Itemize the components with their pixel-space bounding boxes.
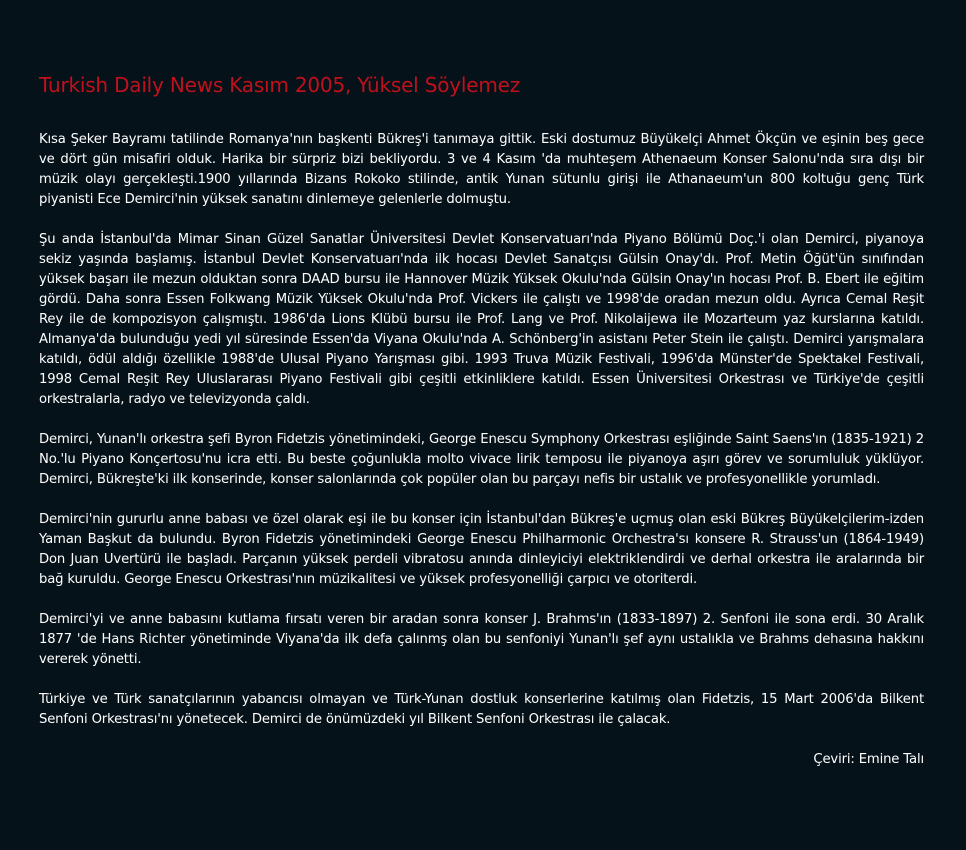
article-paragraph-4: Demirci'nin gururlu anne babası ve özel olarak eşi ile bu konser için İstanbul'dan Bükreş'e uçmuş olan eski Bükreş Büyükelçilerim-izden Yaman Başkut da bulundu. Byron Fidetzis yönetimindeki George Enescu Philharmonic Orchestra'sı konsere R. Strauss'un (1864-1949) Don Juan Uvertürü ile başladı. Parçanın yüksek perdeli vibratosu anında dinleyiciyi elektriklendirdi ve derhal orkestra ile aralarında bir bağ kuruldu. George Enescu Orkestrası'nın müzikalitesi ve yüksek profesyonelliği çarpıcı ve otoriterdi. [39,512,924,587]
article [39,72,924,770]
article-title: Turkish Daily News Kasım 2005, Yüksel Söylemez [39,73,521,97]
article-paragraph-5: Demirci'yi ve anne babasını kutlama fırsatı veren bir aradan sonra konser J. Brahms'ın (1833-1897) 2. Senfoni ile sona erdi. 30 Aralık 1877 'de Hans Richter yönetiminde Viyana'da ilk defa çalınmş olan bu senfoniyi Yunan'lı şef aynı ustalıkla ve Brahms dehasına hakkını vererek yönetti. [39,612,924,667]
article-paragraph-2: Şu anda İstanbul'da Mimar Sinan Güzel Sanatlar Üniversitesi Devlet Konservatuarı'nda Piyano Bölümü Doç.'i olan Demirci, piyanoya sekiz yaşında başlamış. İstanbul Devlet Konservatuarı'nda ilk hocası Devlet Sanatçısı Gülsin Onay'dı. Prof. Metin Öğüt'ün sınıfından yüksek başarı ile mezun olduktan sonra DAAD bursu ile Hannover Müzik Yüksek Okulu'nda Gülsin Onay'ın hocası Prof. B. Ebert ile eğitim gördü. Daha sonra Essen Folkwang Müzik Yüksek Okulu'nda Prof. Vickers ile çalıştı ve 1998'de oradan mezun oldu. Ayrıca Cemal Reşit Rey ile de kompozisyon çalışmıştı. 1986'da Lions Klübü bursu ile Prof. Lang ve Prof. Nikolaijewa ile Mozarteum yaz kurslarına katıldı. Almanya'da bulunduğu yedi yıl süresinde Essen'da Viyana Okulu'nda A. Schönberg'in asistanı Peter Stein ile çalıştı. Demirci yarışmalara katıldı, ödül aldığı özellikle 1988'de Ulusal Piyano Yarışması gibi. 1993 Truva Müzik Festivali, 1996'da Münster'de Spektakel Festivali, 1998 Cemal Reşit Rey Uluslararası Piyano Festivali gibi çeşitli etkinliklere katıldı. Essen Üniversitesi Orkestrası ve Türkiye'de çeşitli orkestralarla, radyo ve televizyonda çaldı. [39,232,924,407]
translator-credit: Çeviri: Emine Talı [813,752,924,767]
article-paragraph-3: Demirci, Yunan'lı orkestra şefi Byron Fidetzis yönetimindeki, George Enescu Symphony Orkestrası eşliğinde Saint Saens'ın (1835-1921) 2 No.'lu Piyano Konçertosu'nu icra etti. Bu beste çoğunlukla molto vivace lirik temposu ile piyanoya aşırı görev ve sorumluluk yüklüyor. Demirci, Bükreşte'ki ilk konserinde, konser salonlarında çok popüler olan bu parçayı nefis bir ustalık ve profesyonellikle yorumladı. [39,432,924,487]
article-paragraph-1: Kısa Şeker Bayramı tatilinde Romanya'nın başkenti Bükreş'i tanımaya gittik. Eski dostumuz Büyükelçi Ahmet Ökçün ve eşinin beş gece ve dört gün misafiri olduk. Harika bir sürpriz bizi bekliyordu. 3 ve 4 Kasım 'da muhteşem Athenaeum Konser Salonu'nda sıra dışı bir müzik olayı gerçekleşti.1900 yıllarında Bizans Rokoko stilinde, antik Yunan sütunlu girişi ile Athanaeum'un 800 koltuğu genç Türk piyanisti Ece Demirci'nin yüksek sanatını dinlemeye gelenlerle dolmuştu. [39,132,924,207]
article-paragraph-6: Türkiye ve Türk sanatçılarının yabancısı olmayan ve Türk-Yunan dostluk konserlerine katılmış olan Fidetzis, 15 Mart 2006'da Bilkent Senfoni Orkestrası'nı yönetecek. Demirci de önümüzdeki yıl Bilkent Senfoni Orkestrası ile çalacak. [39,692,924,727]
